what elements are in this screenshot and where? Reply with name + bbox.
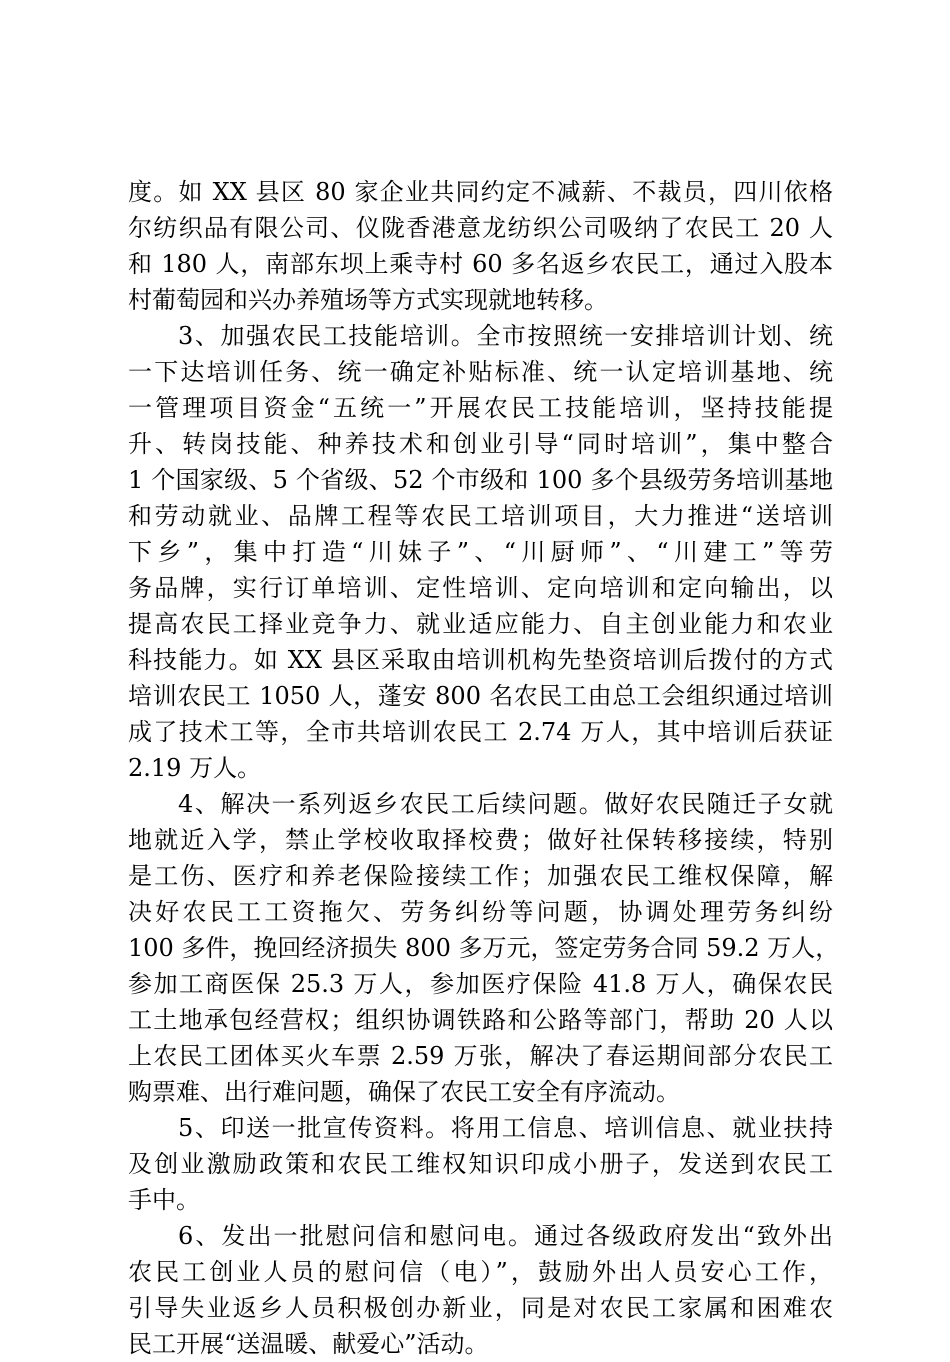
text-line: 100 多件，挽回经济损失 800 多万元，签定劳务合同 59.2 万人， [128,934,840,962]
text-line: 地就近入学，禁止学校收取择校费；做好社保转移接续，特别 [128,826,833,854]
text-line: 引导失业返乡人员积极创办新业，同是对农民工家属和困难农 [128,1294,833,1322]
document-body [128,174,840,1362]
text-line: 及创业激励政策和农民工维权知识印成小册子，发送到农民工 [128,1150,833,1178]
text-line: 工土地承包经营权；组织协调铁路和公路等部门，帮助 20 人以 [128,1006,833,1034]
text-line: 一下达培训任务、统一确定补贴标准、统一认定培训基地、统 [128,358,833,386]
text-line: 1 个国家级、5 个省级、52 个市级和 100 多个县级劳务培训基地 [128,466,833,494]
text-line: 决好农民工工资拖欠、劳务纠纷等问题，协调处理劳务纠纷 [128,898,833,926]
text-line: 手中。 [128,1186,200,1214]
paragraph-first-line: 4、解决一系列返乡农民工后续问题。做好农民随迁子女就 [178,790,833,818]
text-line: 民工开展“送温暖、献爱心”活动。 [128,1330,489,1358]
text-line: 尔纺织品有限公司、仪陇香港意龙纺织公司吸纳了农民工 20 人 [128,214,833,242]
text-line: 成了技术工等，全市共培训农民工 2.74 万人，其中培训后获证 [128,718,833,746]
text-line: 购票难、出行难问题，确保了农民工安全有序流动。 [128,1078,680,1106]
text-line: 务品牌，实行订单培训、定性培训、定向培训和定向输出，以 [128,574,833,602]
text-line: 农民工创业人员的慰问信（电）”，鼓励外出人员安心工作， [128,1258,833,1286]
text-line: 2.19 万人。 [128,754,262,782]
text-line: 升、转岗技能、种养技术和创业引导“同时培训”，集中整合 [128,430,833,458]
text-line: 和劳动就业、品牌工程等农民工培训项目，大力推进“送培训 [128,502,833,530]
paragraph-first-line: 6、发出一批慰问信和慰问电。通过各级政府发出“致外出 [178,1222,833,1250]
text-line: 参加工商医保 25.3 万人，参加医疗保险 41.8 万人，确保农民 [128,970,833,998]
text-line: 度。如 XX 县区 80 家企业共同约定不减薪、不裁员，四川依格 [128,178,833,206]
paragraph-first-line: 5、印送一批宣传资料。将用工信息、培训信息、就业扶持 [178,1114,833,1142]
text-line: 培训农民工 1050 人，蓬安 800 名农民工由总工会组织通过培训 [128,682,833,710]
text-line: 科技能力。如 XX 县区采取由培训机构先垫资培训后拨付的方式 [128,646,833,674]
text-line: 村葡萄园和兴办养殖场等方式实现就地转移。 [128,286,608,314]
text-line: 上农民工团体买火车票 2.59 万张，解决了春运期间部分农民工 [128,1042,833,1070]
text-line: 下乡”，集中打造“川妹子”、“川厨师”、“川建工”等劳 [128,538,833,566]
paragraph-first-line: 3、加强农民工技能培训。全市按照统一安排培训计划、统 [178,322,833,350]
text-line: 和 180 人，南部东坝上乘寺村 60 多名返乡农民工，通过入股本 [128,250,833,278]
text-line: 一管理项目资金“五统一”开展农民工技能培训，坚持技能提 [128,394,833,422]
text-line: 是工伤、医疗和养老保险接续工作；加强农民工维权保障，解 [128,862,833,890]
text-line: 提高农民工择业竞争力、就业适应能力、自主创业能力和农业 [128,610,833,638]
